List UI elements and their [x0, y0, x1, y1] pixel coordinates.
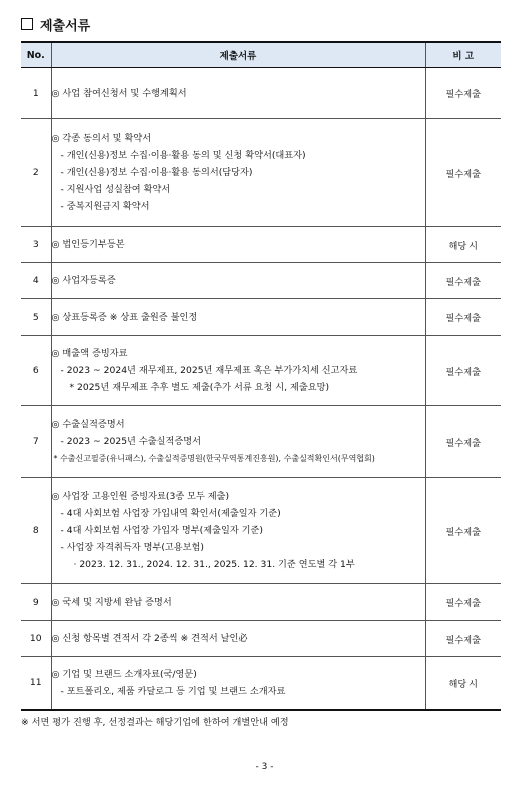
doc-title: ◎ 기업 및 브랜드 소개자료(국/영문) [51, 668, 197, 680]
row-content [51, 657, 425, 710]
doc-title: ◎ 사업장 고용인원 증빙자료(3종 모두 제출) [51, 491, 230, 502]
documents-table [21, 41, 501, 711]
row-number: 2 [21, 119, 51, 227]
header-note: 비 고 [425, 42, 501, 68]
row-content [51, 68, 425, 119]
row-note: 필수제출 [425, 119, 501, 227]
doc-item: - 4대 사회보험 사업장 가입내역 확인서(제출일자 기준) [60, 508, 281, 519]
page-number: - 3 - [255, 762, 274, 772]
doc-title: ◎ 국세 및 지방세 완납 증명서 [51, 596, 172, 608]
row-note: 필수제출 [425, 263, 501, 299]
doc-title: ◎ 신청 항목별 견적서 각 2종씩 ※ 견적서 날인必 [51, 633, 248, 644]
row-content [51, 336, 425, 406]
row-note: 필수제출 [425, 584, 501, 621]
doc-item: - 지원사업 성실참여 확약서 [60, 184, 171, 195]
row-content [51, 119, 425, 227]
row-content [51, 406, 425, 478]
row-content [51, 263, 425, 299]
row-note: 해당 시 [425, 227, 501, 263]
doc-title: ◎ 수출실적증명서 [51, 419, 125, 430]
doc-note: * 수출신고필증(유니패스), 수출실적증명원(한국무역통계진흥원), 수출실적확인서(무역협회) [53, 454, 375, 463]
doc-title: ◎ 매출액 증빙자료 [51, 348, 128, 359]
row-content [51, 478, 425, 584]
row-note: 필수제출 [425, 621, 501, 657]
doc-item: - 중복지원금지 확약서 [60, 201, 150, 212]
row-note: 필수제출 [425, 336, 501, 406]
doc-item: - 개인(신용)정보 수집·이용·활용 동의서(담당자) [60, 167, 253, 178]
section-heading-text: 제출서류 [40, 18, 91, 34]
row-number: 5 [21, 299, 51, 336]
table-row [21, 621, 501, 657]
doc-item: - 포트폴리오, 제품 카달로그 등 기업 및 브랜드 소개자료 [60, 685, 286, 697]
row-number: 11 [21, 657, 51, 710]
row-note: 필수제출 [425, 478, 501, 584]
section-heading [21, 13, 90, 35]
row-number: 10 [21, 621, 51, 657]
table-row [21, 68, 501, 119]
table-row [21, 478, 501, 584]
table-row [21, 657, 501, 710]
doc-note: * 2025년 재무제표 추후 별도 제출(추가 서류 요청 시, 제출요망) [69, 382, 330, 393]
doc-note: · 2023. 12. 31., 2024. 12. 31., 2025. 12. 31. 기준 연도별 각 1부 [73, 559, 355, 570]
table-row [21, 119, 501, 227]
doc-title: ◎ 사업 참여신청서 및 수행계획서 [51, 87, 187, 99]
row-content [51, 621, 425, 657]
header-docs: 제출서류 [51, 42, 425, 68]
row-number: 3 [21, 227, 51, 263]
table-row [21, 263, 501, 299]
table-header-row [21, 42, 501, 68]
doc-item: - 2023 ~ 2024년 재무제표, 2025년 재무제표 혹은 부가가치세 신고자료 [60, 365, 358, 376]
table-row [21, 299, 501, 336]
doc-title: ◎ 사업자등록증 [51, 275, 116, 286]
table-row [21, 584, 501, 621]
doc-item: - 4대 사회보험 사업장 가입자 명부(제출일자 기준) [60, 525, 263, 536]
header-no: No. [21, 42, 51, 68]
table-row [21, 336, 501, 406]
row-number: 7 [21, 406, 51, 478]
doc-item: - 사업장 자격취득자 명부(고용보험) [60, 542, 204, 553]
row-number: 6 [21, 336, 51, 406]
row-content [51, 227, 425, 263]
doc-title: ◎ 법인등기부등본 [51, 239, 125, 250]
doc-item: - 2023 ~ 2025년 수출실적증명서 [60, 436, 201, 447]
row-content [51, 299, 425, 336]
footnote: ※ 서면 평가 진행 후, 선정결과는 해당기업에 한하여 개별안내 예정 [21, 717, 289, 728]
row-note: 해당 시 [425, 657, 501, 710]
row-number: 4 [21, 263, 51, 299]
row-number: 8 [21, 478, 51, 584]
table-row [21, 406, 501, 478]
table-row [21, 227, 501, 263]
row-number: 1 [21, 68, 51, 119]
doc-title: ◎ 각종 동의서 및 확약서 [51, 133, 152, 144]
row-note: 필수제출 [425, 299, 501, 336]
doc-item: - 개인(신용)정보 수집·이용·활용 동의 및 신청 확약서(대표자) [60, 150, 306, 161]
row-content [51, 584, 425, 621]
checkbox-square-icon [21, 18, 33, 30]
row-number: 9 [21, 584, 51, 621]
doc-title: ◎ 상표등록증 ※ 상표 출원증 불인정 [51, 311, 198, 323]
row-note: 필수제출 [425, 68, 501, 119]
row-note: 필수제출 [425, 406, 501, 478]
